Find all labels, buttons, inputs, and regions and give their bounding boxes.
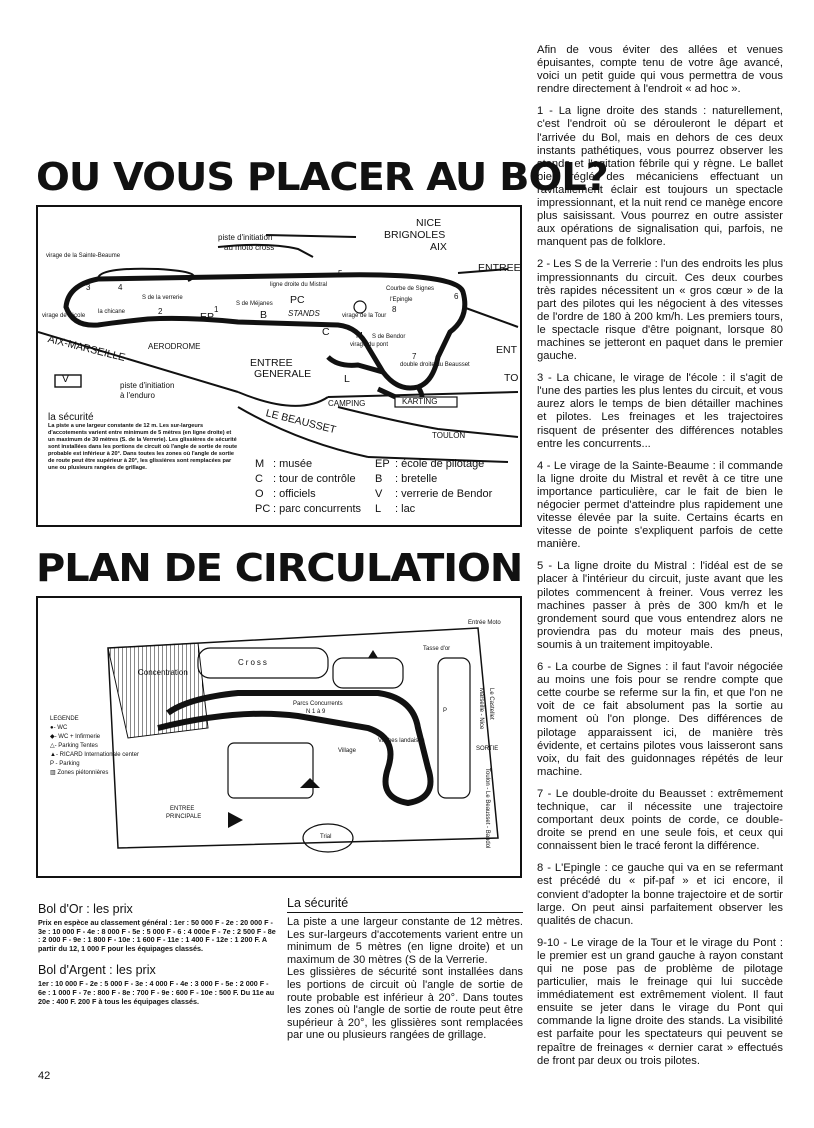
label-virage-pont: virage du pont	[350, 342, 389, 348]
label-virage-ecole: virage de l'école	[42, 313, 86, 319]
bol-or-title: Bol d'Or : les prix	[38, 902, 133, 916]
label-sainte-baume: virage de la Sainte-Beaume	[46, 253, 121, 259]
circulation-legend	[50, 715, 139, 778]
label-tasse-or: Tasse d'or	[423, 646, 451, 652]
page-number: 42	[38, 1070, 51, 1082]
label-cross: Cross	[238, 658, 269, 667]
securite-section	[287, 896, 523, 1042]
label-l: L	[344, 373, 350, 385]
securite-title: La sécurité	[287, 896, 523, 913]
guide-paragraph: 1 - La ligne droite des stands : naturellement, c'est l'endroit où se dérouleront le départ et l'arrivée du Bol, mais en dehors de ces deux instants pathétiques, vous pourrez observer les stands et l'agitation fébrile qui y règne. Le ballet bien réglé des mécaniciens effectuant un ravitaillement éclair est toujours un spectacle impressionnant, et la nuit rend ce manège encore plus saisissant. Vous pourrez en outre assister aux opérations de signalisation qui, parfois, ne manquent pas de folklore.	[537, 105, 783, 249]
label-c: C	[322, 326, 330, 338]
map-securite-box	[48, 414, 238, 472]
label-piste-moto-2: au moto cross	[224, 243, 275, 252]
guide-paragraph: 8 - L'Epingle : ce gauche qui va en se refermant est précédé du « pif-paf » et ici encore, il convient d'adopter la bonne trajectoire et de sortir large. On peut ainsi parfaitement observer les qualités de chacun.	[537, 862, 783, 927]
legend-item: ▥ Zones piétonnières	[50, 770, 109, 776]
label-parcs: Parcs Concurrents	[293, 701, 343, 707]
corner-7: 7	[412, 352, 417, 361]
legend-title: LEGENDE	[50, 716, 79, 722]
label-nice: NICE	[416, 217, 442, 229]
label-double-droite: double droite du Beausset	[400, 362, 470, 368]
label-aerodrome: AERODROME	[148, 342, 201, 351]
label-castellet: Le Castellet	[488, 688, 494, 720]
map-securite-text: La piste a une largeur constante de 12 m. Les sur-largeurs d'accotements varient entre minimum de 5 mètres (en ligne droite) et un maximum de 30 mètres (S. de la Verrerie). Les glissières de sécurité sont installées dans les portions de circuit où l'angle de sortie de route probable est inférieur à 20°. Dans toutes les zones où l'angle de sortie de route peut être supérieur à 20°, les glissières sont remplacées par une ou plusieurs rangées de grillage.	[48, 423, 238, 471]
label-n1a9: N 1 à 9	[306, 709, 326, 715]
label-to: TO	[504, 372, 519, 384]
legend-item: V : verrerie de Bendor	[375, 488, 493, 500]
label-piste-enduro-2: à l'enduro	[120, 391, 155, 400]
label-chicane: la chicane	[98, 309, 126, 315]
label-m: M	[356, 331, 363, 340]
label-ligne-mistral: ligne droite du Mistral	[270, 282, 328, 288]
label-b: B	[260, 309, 268, 321]
label-le-beausset: LE BEAUSSET	[264, 407, 338, 437]
bol-argent-title: Bol d'Argent : les prix	[38, 963, 156, 978]
corner-4: 4	[118, 283, 123, 292]
label-sortie: SORTIE	[476, 746, 499, 752]
guide-paragraph: Afin de vous éviter des allées et venues épuisantes, compte tenu de votre âge avancé, voici un petit guide qui vous permettra de vous rendre directement à l'endroit « ad hoc ».	[537, 44, 783, 96]
legend-item: △- Parking Tentes	[50, 743, 98, 749]
guide-paragraph: 9-10 - Le virage de la Tour et le virage du Pont : le premier est un grand gauche à rayon constant qui ne pose pas de problème de pilotage particulier, mais le freinage qui lui succède immédiatement est extrêmement violent. Il faut ensuite se jeter dans le virage du Pont qui commande la ligne droite des stands. La visibilité est parfaite pour les spectateurs qui peuvent se repaître de freinages « dernier carat » effectués de front par deux ou trois pilotes.	[537, 936, 783, 1067]
label-entree-moto: Entrée Moto	[468, 620, 501, 626]
map-legend	[255, 457, 515, 517]
label-s-bendor: S de Bendor	[372, 334, 406, 340]
guide-paragraph: 5 - La ligne droite du Mistral : l'idéal est de se placer à l'intérieur du circuit, juste avant que les pilotes commencent à freiner. Vous verrez les machines passer à près de 300 km/h et le grondement sourd que vous entendrez alors ne proviendra pas du moteur mais des pneus, soumis à un traitement impitoyable.	[537, 560, 783, 651]
label-entree-right: ENT	[496, 344, 517, 356]
bol-argent-text: 1er : 10 000 F - 2e : 5 000 F - 3e : 4 000 F - 4e : 3 000 F - 5e : 2 000 F - 6e : 1 000 F - 7e : 800 F - 8e : 700 F - 9e : 600 F - 10e : 500 F. Du 11e au 20e : 400 F. 200 F à tous les équipages classés.	[38, 979, 275, 1006]
legend-item: ◆- WC + Infirmerie	[50, 734, 101, 740]
plan-title: PLAN DE CIRCULATION	[36, 546, 523, 590]
label-piste-enduro: piste d'initiation	[120, 381, 175, 390]
guide-paragraph: 2 - Les S de la Verrerie : l'un des endroits les plus impressionnants du circuit. Ces deux courbes très rapides nécessitent un « gros cœur » de la part des pilotes qui les négocient à des vitesses de l'ordre de 180 à 200 km/h. Les premiers tours, le spectacle risque d'être poignant, lorsque 80 machines se jetteront en paquet dans le premier gauche.	[537, 258, 783, 363]
securite-paragraph: La piste a une largeur constante de 12 mètres. Les sur-largeurs d'accotements varient entre un minimum de 5 mètres (en ligne droite) et un maximum de 30 mètres (S de la Verrerie.	[287, 916, 523, 966]
legend-item: EP : école de pilotage	[375, 458, 485, 470]
legend-item: C : tour de contrôle	[255, 473, 356, 485]
label-piste-moto: piste d'initiation	[218, 233, 273, 242]
label-v: V	[62, 373, 70, 385]
label-brignoles: BRIGNOLES	[384, 229, 446, 241]
label-entree-generale-2: GENERALE	[254, 368, 312, 380]
legend-item: ●- WC	[50, 725, 68, 731]
label-vaches: Vaches landaises	[378, 738, 425, 744]
label-ep: EP	[200, 311, 215, 323]
label-entree-principale-2: PRINCIPALE	[166, 814, 202, 820]
label-s-verrerie: S de la verrerie	[142, 295, 183, 301]
guide-paragraph: 7 - Le double-droite du Beausset : extrêmement technique, car il nécessite une trajectoire comportant deux points de corde, ce double-droite se prend en une seule fois, et ceux qui connaissent bien le tracé feront la différence.	[537, 787, 783, 853]
page-title: OU VOUS PLACER AU BOL?	[36, 155, 608, 199]
bol-or-text: Prix en espèce au classement général : 1er : 50 000 F - 2e : 20 000 F - 3e : 10 000 F - 4e : 8 000 F - 5e : 5 000 F - 6 : 4 000e F - 7e : 2 500 F - 8e : 2 000 F - 9e : 1 800 F - 10e : 1 600 F - 11e : 1 400 F - 12e : 1 200 F. A partir du 12, 1 000 F pour les équipages classés.	[38, 918, 276, 953]
guide-paragraph: 4 - Le virage de la Sainte-Beaume : il commande la ligne droite du Mistral et revêt à ce titre une importance particulière, car le fait de bien le négocier permet d'atteindre plus rapidement une vitesse élevée par la suite. Certains écarts en vitesse de pointe s'expliquent parfois de cette manière.	[537, 459, 783, 551]
label-concentration: Concentration	[138, 668, 188, 677]
corner-5: 5	[338, 269, 343, 278]
label-entree-top: ENTREE	[478, 262, 521, 274]
label-village: Village	[338, 748, 356, 754]
label-aix: AIX	[430, 241, 447, 253]
label-courbe-signes: Courbe de Signes	[386, 286, 435, 292]
corner-1: 1	[214, 305, 219, 314]
legend-item: P - Parking	[50, 761, 80, 767]
prices-section	[38, 902, 278, 1016]
legend-item: M : musée	[255, 458, 313, 470]
label-epingle: l'Epingle	[390, 297, 413, 303]
legend-item: ▲- RICARD Internationale center	[50, 752, 139, 758]
securite-paragraph: Les glissières de sécurité sont installées dans les portions de circuit où l'angle de sortie de route probable est inférieur à 20°. Dans toutes les zones où l'angle de sortie de route peut être supérieur à 20°, les glissières sont remplacées par une ou plusieurs rangées de grillage.	[287, 966, 523, 1042]
legend-item: PC : parc concurrents	[255, 503, 362, 515]
label-karting: KARTING	[402, 397, 438, 406]
corner-6: 6	[454, 292, 459, 301]
label-virage-tour: virage de la Tour	[342, 313, 387, 319]
label-entree-principale: ENTREE	[170, 806, 195, 812]
label-trial: Trial	[320, 834, 332, 840]
corner-2: 2	[158, 307, 163, 316]
guide-paragraph: 3 - La chicane, le virage de l'école : il s'agit de l'une des parties les plus lentes du circuit, et vous aurez alors le temps de bien détailler machines et pilotes. Les freinages et les trajectoires risquent de présenter des différences notables entre les concurrents...	[537, 372, 783, 450]
map-securite-title: la sécurité	[48, 412, 94, 423]
legend-item: O : officiels	[255, 488, 316, 500]
label-toulon: TOULON	[432, 431, 466, 440]
legend-item: L : lac	[375, 503, 416, 515]
label-pc: PC	[290, 294, 305, 306]
guide-paragraph: 6 - La courbe de Signes : il faut l'avoir négociée au moins une fois pour se rendre compte que cette courbe se referme sur la fin, et que l'on ne voit de ce fait absolument pas la sortie au moment où l'on plonge. Des différences de pilotage apparaissent ici, de manière très évidente, et certains pilotes vous laisseront sans voix, du fait des guidonnages répétés de leur machine.	[537, 661, 783, 778]
label-aix-marseille: AIX-MARSEILLE	[46, 333, 127, 365]
corner-3: 3	[86, 283, 91, 292]
label-toulon-bandol: Toulon - Le Beausset - Bandol	[484, 768, 490, 849]
label-s-mejanes: S de Méjanes	[236, 301, 273, 307]
label-stands: STANDS	[288, 309, 320, 318]
label-camping: CAMPING	[328, 399, 366, 408]
legend-item: B : bretelle	[375, 473, 438, 485]
label-p: P	[443, 708, 448, 714]
label-marseille-nice: Marseille - Nice	[478, 688, 484, 730]
corner-8: 8	[392, 305, 397, 314]
label-entree-generale: ENTREE	[250, 357, 293, 369]
guide-column	[537, 44, 783, 1077]
